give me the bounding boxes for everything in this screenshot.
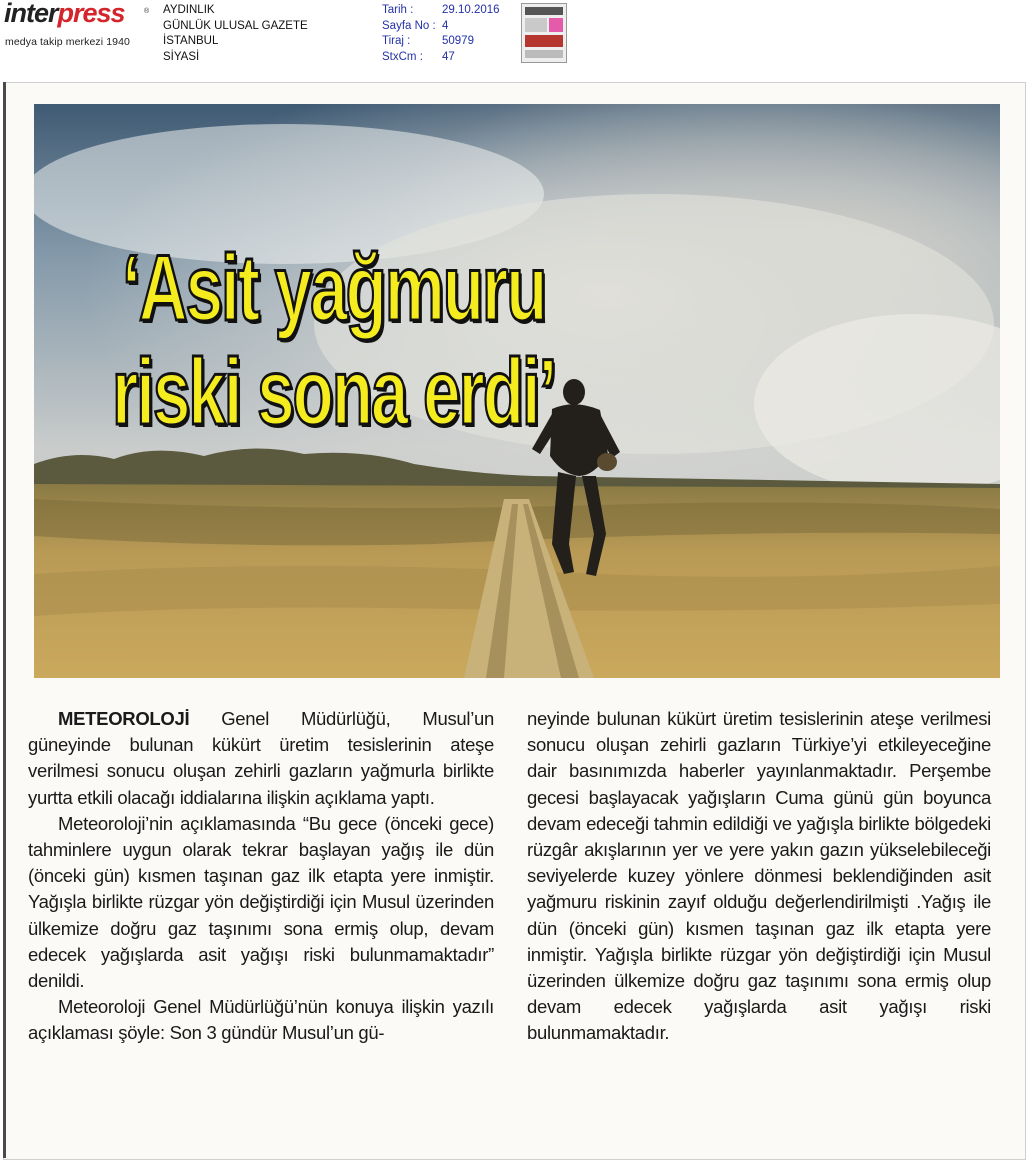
date-value: 29.10.2016 [442, 4, 500, 16]
date-label: Tarih : [382, 4, 414, 16]
logo-wordmark [4, 0, 125, 29]
circulation-label: Tiraj : [382, 35, 411, 47]
publication-city: İSTANBUL [163, 35, 219, 47]
clipping-header [0, 0, 1027, 66]
registered-mark: ® [144, 8, 150, 15]
logo-word-press: press [57, 0, 125, 28]
logo-tagline: medya takip merkezi 1940 [5, 36, 130, 48]
stxcm-label: StxCm : [382, 50, 423, 63]
publication-category: SİYASİ [163, 50, 200, 63]
page-label: Sayfa No : [382, 19, 436, 32]
meta-field-labels [382, 3, 436, 65]
article-paragraph-1-text: Genel Müdürlüğü, Musul’un güneyinde bulunan kükürt üretim tesislerinin ateşe verilmesi sonucu oluşan zehirli gazların yağmurla birlikte yurtta etkili olacağı iddialarına ilişkin açıklama yaptı. [28, 708, 494, 808]
headline-line-2: riski sona erdi’ [112, 339, 556, 444]
clipping-edge [3, 82, 6, 1158]
circulation-value: 50979 [442, 35, 474, 47]
page-thumbnail[interactable] [521, 3, 567, 63]
article-paragraph-1 [28, 706, 494, 811]
stxcm-value: 47 [442, 50, 455, 63]
publication-name: AYDINLIK [163, 4, 215, 16]
publication-info [163, 3, 308, 65]
article-headline [112, 236, 555, 444]
article-paragraph-4: neyinde bulunan kükürt üretim tesislerinin ateşe verilmesi sonucu oluşan zehirli gazların Türkiye’yi etkileyeceğine dair basınımızda haberler yayınlanmaktadır. Perşembe gecesi başlayacak yağışların Cuma günü gün boyunca devam edeceği tahmin edildiği ve yağışla birlikte bölgedeki rüzgâr akışlarının yer ve yere yakın gazın yükselebileceği seviyelerde kuzey yönlere dönmesi beklendiğinden asit yağmuru riskinin zayıf olduğu değerlendirilmişti .Yağış ile dün (önceki gün) kısmen taşınan gaz ilk etapta yere inmiştir. Yağışla birlikte rüzgar yön değiştirdiği için Musul üzerinden ülkemize doğru gaz taşınımı sona ermiş olup devam edecek yağışlarda asit yağışı riski bulunmamaktadır. [527, 708, 991, 1044]
article-column-left [28, 706, 494, 1047]
page-value: 4 [442, 19, 449, 32]
headline-line-1: ‘Asit yağmuru [122, 235, 546, 340]
interpress-logo [4, 0, 154, 48]
article-paragraph-3: Meteoroloji Genel Müdürlüğü’nün konuya ilişkin yazılı açıklaması şöyle: Son 3 gündür Musul’un gü- [28, 996, 494, 1044]
article-photo [34, 104, 1000, 678]
article-column-right [527, 706, 991, 1047]
publication-type: GÜNLÜK ULUSAL GAZETE [163, 19, 308, 32]
article-lead-word: METEOROLOJİ [58, 708, 190, 729]
logo-word-inter: inter [4, 0, 58, 28]
meta-field-values [442, 3, 500, 65]
article-paragraph-2: Meteoroloji’nin açıklamasında “Bu gece (önceki gece) tahminlere uygun olarak tekrar başlayan yağış ile dün (önceki gün) kısmen taşınan gaz ilk etapta yere inmiştir. Yağışla birlikte rüzgar yön değiştirdiği için Musul üzerinden ülkemize doğru gaz taşınımı sona ermiş olup, devam edecek yağışlarda asit yağışı riski bulunmamaktadır” denildi. [28, 812, 494, 992]
